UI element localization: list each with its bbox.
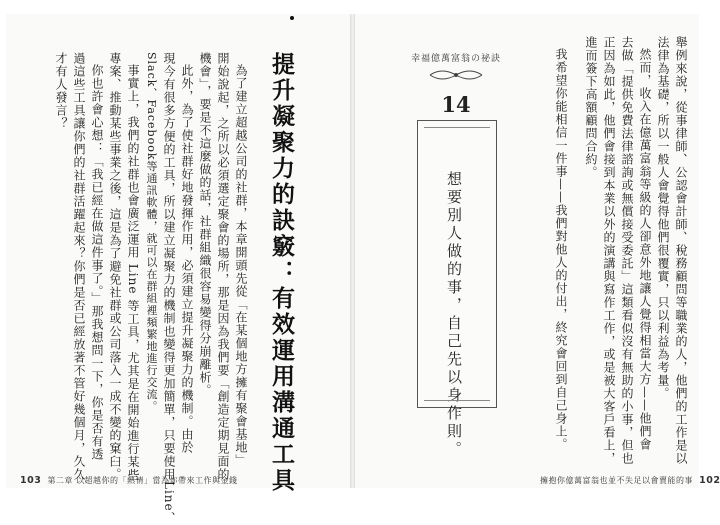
page-number: 102: [699, 475, 720, 486]
body-text-column: 事實上，我們的社群也會廣泛運用 Line 等工具，尤其是在開始進行某些: [126, 64, 140, 482]
right-page-footer: [540, 475, 720, 486]
body-text-column: 正因為如此，他們會接到本業以外的演講與寫作工作，或是被大客戶看上，: [602, 36, 616, 465]
body-text-column: 你也許會心想：「我已經在做這件事了。」那我想問一下，你是否有透: [90, 64, 104, 461]
card-quote: 想要別人做的事，自己先以身作則。: [445, 171, 463, 459]
quote-card: [417, 120, 497, 459]
body-text-column: 我希望你能相信一件事——我們對他人的付出，終究會回到自己身上。: [554, 48, 568, 451]
body-text-column: 現今有很多方便的工具，所以建立凝聚力的機制也變得更加簡單，只要使用Line、: [162, 52, 176, 525]
chapter-title: 提升凝聚力的訣竅：有效運用溝通工具: [268, 52, 294, 494]
body-text-column: 舉例來說，從事律師、公認會計師、稅務顧問等職業的人，他們的工作是以: [674, 36, 688, 465]
body-text-column: 開始說起，之所以必須選定聚會的場所，那是因為我們要「創造定期見面的: [216, 52, 230, 481]
body-text-column: 為了建立超越公司的社群，本章開頭先從「在某個地方擁有聚會基地」: [234, 64, 248, 467]
ornament-icon: [428, 66, 484, 84]
left-page-footer: [20, 475, 237, 486]
body-text-column: 過這些工具讓你們的社群活躍起來？你們是否已經放著不管好幾個月，久久: [72, 52, 86, 481]
body-text-column: Slack、Facebook等通訊軟體，就可以在群組裡頻繁地進行交流。: [145, 52, 158, 413]
body-text-column: 專案、推動某些事業之後，這是為了避免社群或公司落入一成不變的窠臼。: [108, 52, 122, 481]
body-text-column: 去做「提供免費法律諮詢或無償接受委託」這類看似沒有無助的小事，但也: [620, 36, 634, 465]
running-head: 第二章 以超越你的「熱情」當為你帶來工作與金錢: [47, 476, 238, 485]
body-text-column: 機會」，要是不這麼做的話，社群組織很容易變得分崩離析。: [198, 52, 212, 397]
body-text-column: 才有人發言？: [54, 52, 68, 130]
body-text-column: 法律為基礎，所以一般人會覺得他們很覆實，只以利益為考量。: [656, 36, 670, 400]
page-number: 103: [20, 475, 42, 486]
secret-number: 14: [441, 92, 471, 117]
side-title: 幸福億萬富翁の祕訣: [410, 54, 501, 64]
running-head: 擁抱你億萬富翁也並不失足以會賣能的事: [540, 476, 693, 485]
body-text-column: 此外，為了使社群好地發揮作用，必須建立提升凝聚力的機制。由於: [180, 64, 194, 454]
body-text-column: 然而，收入在億萬富翁等級的人卻意外地讓人覺得相當大方——他們會: [638, 48, 652, 451]
bullet-icon: [290, 16, 294, 20]
body-text-column: 進而簽下高額顧問合約。: [584, 36, 598, 179]
